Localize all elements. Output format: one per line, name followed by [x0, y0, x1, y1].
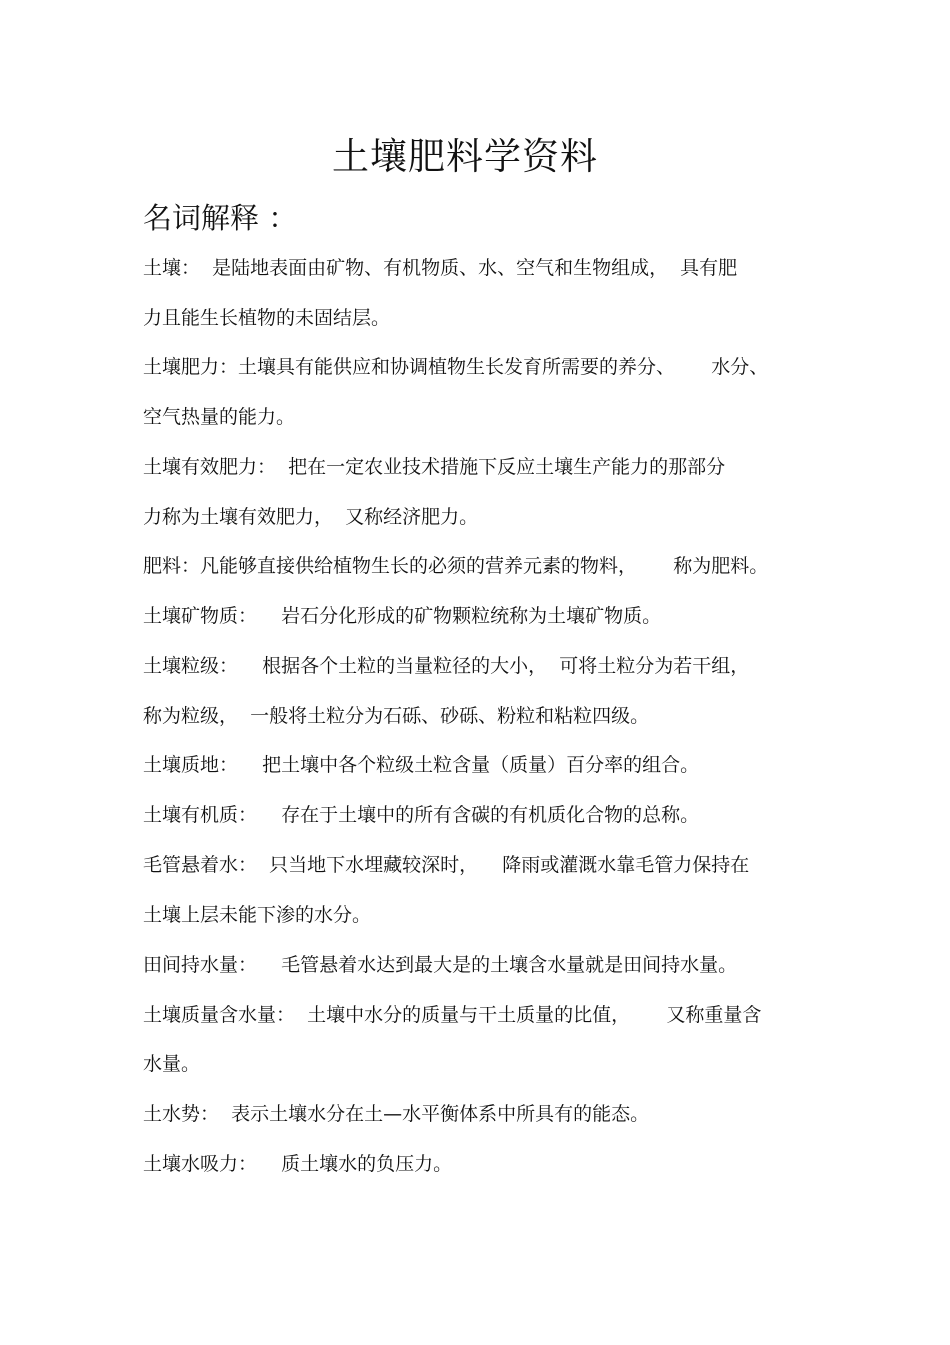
- definition-line: 力称为土壤有效肥力， 又称经济肥力。: [143, 506, 479, 528]
- definition-line: 水量。: [143, 1053, 201, 1075]
- definition-line: 称为粒级， 一般将土粒分为石砾、砂砾、粉粒和粘粒四级。: [143, 705, 650, 727]
- definition-line: 田间持水量： 毛管悬着水达到最大是的土壤含水量就是田间持水量。: [143, 954, 738, 976]
- definition-line: 土壤质地： 把土壤中各个粒级土粒含量（质量）百分率的组合。: [143, 754, 700, 776]
- definition-line: 肥料：凡能够直接供给植物生长的必须的营养元素的物料， 称为肥料。: [143, 555, 769, 577]
- definition-line: 土壤质量含水量： 土壤中水分的质量与干土质量的比值， 又称重量含: [143, 1004, 762, 1026]
- definition-line: 土壤粒级： 根据各个土粒的当量粒径的大小， 可将土粒分为若干组，: [143, 655, 750, 677]
- definition-line: 土壤： 是陆地表面由矿物、有机物质、水、空气和生物组成， 具有肥: [143, 257, 738, 279]
- definition-line: 力且能生长植物的未固结层。: [143, 307, 391, 329]
- definition-line: 土壤矿物质： 岩石分化形成的矿物颗粒统称为土壤矿物质。: [143, 605, 662, 627]
- definition-line: 土壤有机质： 存在于土壤中的所有含碳的有机质化合物的总称。: [143, 804, 700, 826]
- document-title: 土壤肥料学资料: [332, 135, 598, 178]
- definition-line: 土壤肥力：土壤具有能供应和协调植物生长发育所需要的养分、 水分、: [143, 356, 769, 378]
- definition-line: 毛管悬着水： 只当地下水埋藏较深时， 降雨或灌溉水靠毛管力保持在: [143, 854, 750, 876]
- definition-line: 土壤有效肥力： 把在一定农业技术措施下反应土壤生产能力的那部分: [143, 456, 726, 478]
- definition-line: 空气热量的能力。: [143, 406, 296, 428]
- section-heading: 名词解释 ：: [143, 201, 298, 235]
- definition-line: 土水势： 表示土壤水分在土—水平衡体系中所具有的能态。: [143, 1103, 650, 1125]
- definition-line: 土壤上层未能下渗的水分。: [143, 904, 372, 926]
- definition-line: 土壤水吸力： 质土壤水的负压力。: [143, 1153, 453, 1175]
